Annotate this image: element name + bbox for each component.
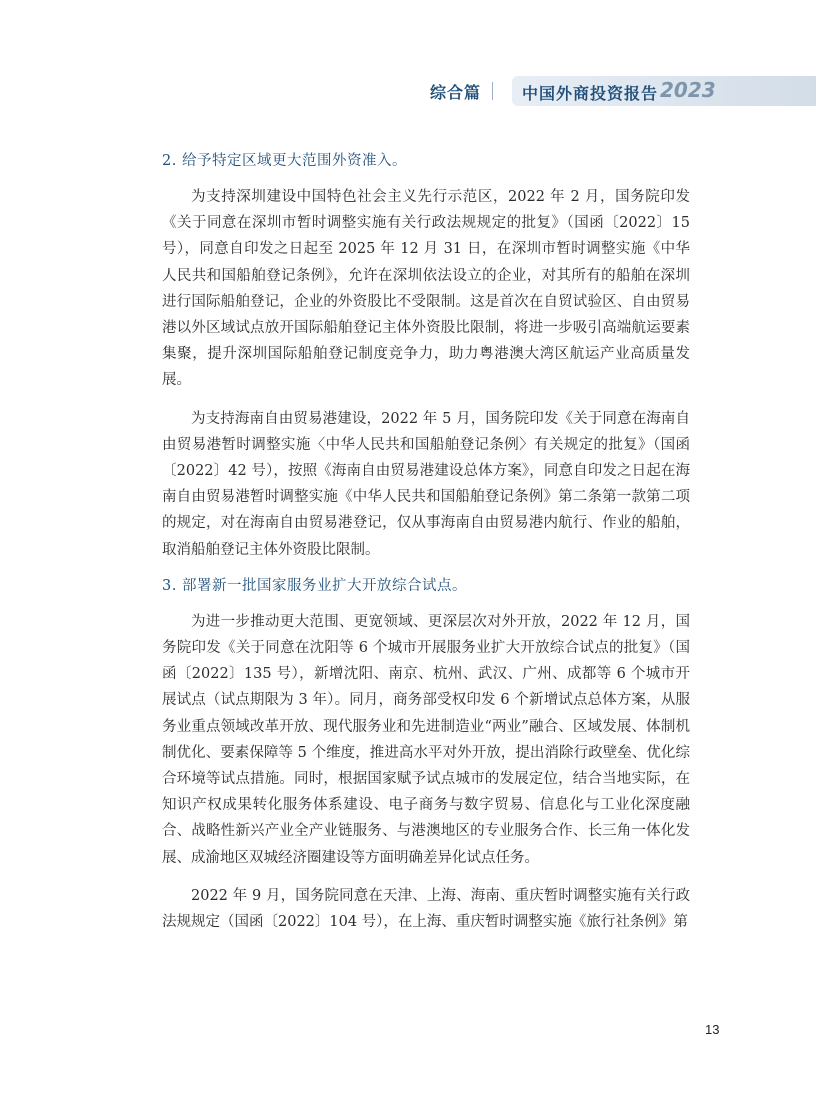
page-number: 13: [705, 1022, 720, 1037]
body-content: [162, 150, 690, 947]
subheading: 2. 给予特定区域更大范围外资准入。: [162, 153, 407, 169]
report-title: 中国外商投资报告: [522, 84, 659, 103]
section-label: 综合篇: [430, 83, 482, 102]
page-header: [0, 76, 816, 108]
paragraph: 为支持深圳建设中国特色社会主义先行示范区，2022 年 2 月，国务院印发《关于同意在深圳市暂时调整实施有关行政法规规定的批复》（国函〔2022〕15 号），同意自印发之日起至 2025 年 12 月 31 日，在深圳市暂时调整实施《中华人民共和国船舶登记条例》，允许在深圳依法设立的企业，对其所有的船舶在深圳进行国际船舶登记，企业的外资股比不受限制。这是首次在自贸试验区、自由贸易港以外区域试点放开国际船舶登记主体外资股比限制，将进一步吸引高端航运要素集聚，提升深圳国际船舶登记制度竞争力，助力粤港澳大湾区航运产业高质量发展。: [162, 189, 690, 389]
report-title-banner: [512, 76, 816, 106]
subheading: 3. 部署新一批国家服务业扩大开放综合试点。: [162, 577, 467, 594]
header-divider: [492, 82, 493, 100]
report-year: 2023: [660, 78, 716, 102]
paragraph: 2022 年 9 月，国务院同意在天津、上海、海南、重庆暂时调整实施有关行政法规规定（国函〔2022〕104 号），在上海、重庆暂时调整实施《旅行社条例》第: [162, 887, 690, 931]
paragraph: 为进一步推动更大范围、更宽领域、更深层次对外开放，2022 年 12 月，国务院印发《关于同意在沈阳等 6 个城市开展服务业扩大开放综合试点的批复》（国函〔2022〕135 号），新增沈阳、南京、杭州、武汉、广州、成都等 6 个城市开展试点（试点期限为 3 年）。同月，商务部受权印发 6 个新增试点总体方案，从服务业重点领域改革开放、现代服务业和先进制造业“两业”融合、区域发展、体制机制优化、要素保障等 5 个维度，推进高水平对外开放，提出消除行政壁垒、优化综合环境等试点措施。同时，根据国家赋予试点城市的发展定位，结合当地实际，在知识产权成果转化服务体系建设、电子商务与数字贸易、信息化与工业化深度融合、战略性新兴产业全产业链服务、与港澳地区的专业服务合作、长三角一体化发展、成渝地区双城经济圈建设等方面明确差异化试点任务。: [162, 613, 690, 866]
paragraph: 为支持海南自由贸易港建设，2022 年 5 月，国务院印发《关于同意在海南自由贸易港暂时调整实施〈中华人民共和国船舶登记条例〉有关规定的批复》（国函〔2022〕42 号），按照《海南自由贸易港建设总体方案》，同意自印发之日起在海南自由贸易港暂时调整实施《中华人民共和国船舶登记条例》第二条第一款第二项的规定，对在海南自由贸易港登记，仅从事海南自由贸易港内航行、作业的船舶，取消船舶登记主体外资股比限制。: [162, 410, 690, 558]
